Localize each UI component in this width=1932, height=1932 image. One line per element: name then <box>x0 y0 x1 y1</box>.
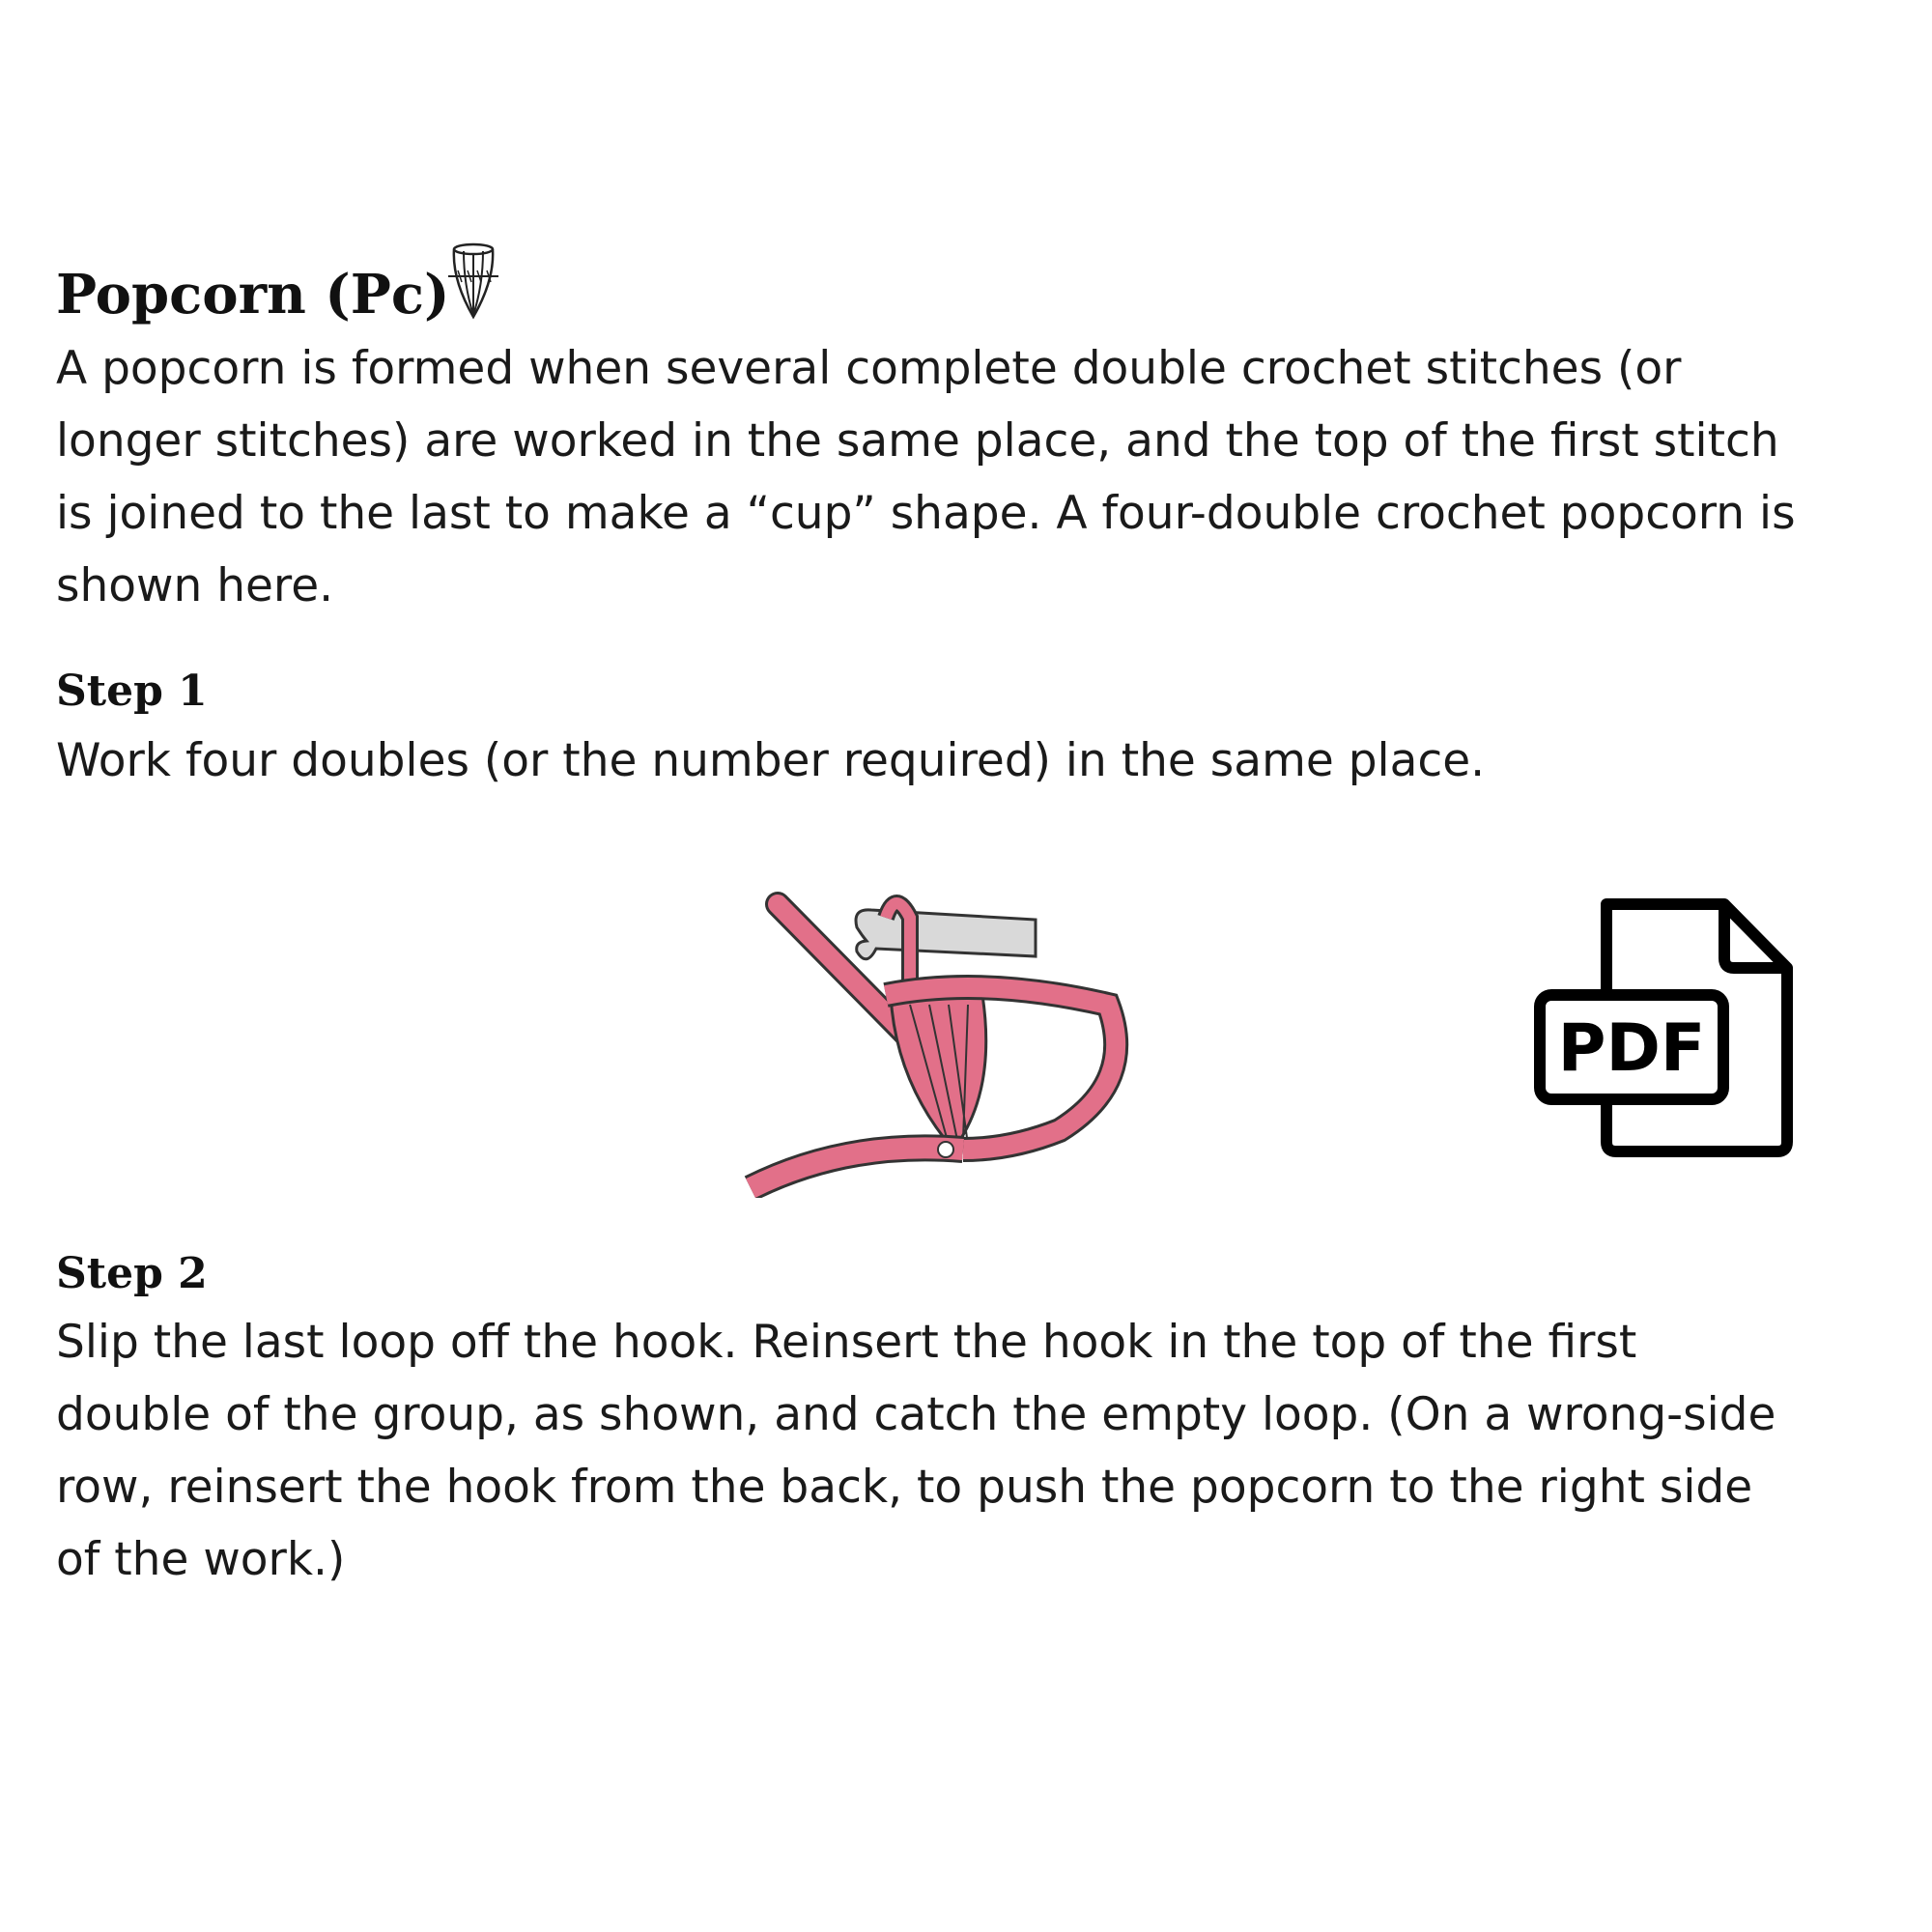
step2-line: Slip the last loop off the hook. Reinsert the hook in the top of the first <box>56 1316 1637 1369</box>
step1-text <box>56 724 1485 797</box>
crochet-illustration <box>731 860 1243 1198</box>
step2-line: of the work.) <box>56 1533 346 1586</box>
intro-line: shown here. <box>56 559 334 612</box>
step1-line: Work four doubles (or the number required) in the same place. <box>56 734 1486 787</box>
pdf-file-icon[interactable] <box>1526 889 1797 1159</box>
step2-text <box>56 1306 1776 1596</box>
step2-line: row, reinsert the hook from the back, to push the popcorn to the right side <box>56 1461 1753 1514</box>
intro-line: longer stitches) are worked in the same place, and the top of the first stitch <box>56 414 1779 468</box>
step2-line: double of the group, as shown, and catch the empty loop. (On a wrong-side <box>56 1388 1776 1441</box>
pdf-label: PDF <box>1557 1010 1706 1087</box>
popcorn-symbol-icon <box>446 242 500 321</box>
step1-heading: Step 1 <box>56 667 208 716</box>
intro-line: A popcorn is formed when several complete double crochet stitches (or <box>56 342 1682 395</box>
file-icon <box>1526 889 1797 1159</box>
intro-line: is joined to the last to make a “cup” shape. A four-double crochet popcorn is <box>56 487 1796 540</box>
page-title: Popcorn (Pc) <box>56 263 450 327</box>
intro-paragraph <box>56 332 1796 622</box>
step2-heading: Step 2 <box>56 1249 208 1298</box>
